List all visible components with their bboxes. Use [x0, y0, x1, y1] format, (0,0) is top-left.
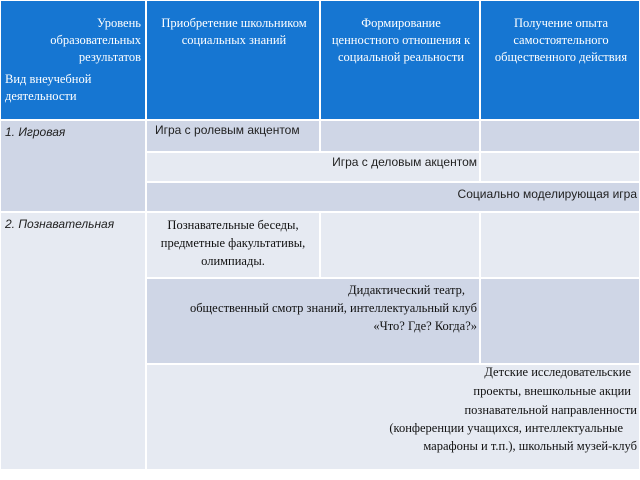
play-row1-col1 — [146, 120, 320, 152]
cognitive-row1-text: Познавательные беседы, предметные факультативы, олимпиады. — [160, 218, 306, 268]
header-social-action — [480, 0, 640, 120]
cognitive-label-cell — [0, 212, 146, 470]
cognitive-row2-line1: Дидактический театр, — [348, 283, 465, 297]
header-social-knowledge — [146, 0, 320, 120]
header-col1-label: Приобретение школьником социальных знаний — [161, 16, 307, 47]
play-label: 1. Игровая — [5, 125, 66, 139]
cognitive-row2-span — [146, 278, 480, 364]
cognitive-row1-col1 — [146, 212, 320, 278]
header-col2-label: Формирование ценностного отношения к социальной реальности — [331, 16, 471, 64]
cognitive-row2-line3: «Что? Где? Когда?» — [373, 319, 477, 333]
play-row2-col3 — [480, 152, 640, 182]
cognitive-row3-line5: марафоны и т.п.), школьный музей-клуб — [423, 439, 637, 453]
header-col3-label: Получение опыта самостоятельного общественного действия — [494, 16, 628, 64]
play-row1-col2 — [320, 120, 480, 152]
play-row3-span — [146, 182, 640, 212]
cognitive-row3-span — [146, 364, 640, 470]
header-corner-cell — [0, 0, 146, 120]
corner-bottom-label: Вид внеучебной деятельности — [5, 72, 92, 103]
cognitive-row3-line1: Детские исследовательские — [484, 365, 631, 379]
cognitive-row1-col2 — [320, 212, 480, 278]
corner-top-label: Уровень образовательных результатов — [50, 16, 141, 64]
play-row3-text: Социально моделирующая игра — [457, 187, 637, 201]
header-value-attitude — [320, 0, 480, 120]
play-row2-text: Игра с деловым акцентом — [332, 155, 477, 169]
play-row2-span — [146, 152, 480, 182]
cognitive-label: 2. Познавательная — [5, 217, 115, 231]
cognitive-row1-col3 — [480, 212, 640, 278]
play-label-cell — [0, 120, 146, 212]
cognitive-row3-line3: познавательной направленности — [464, 403, 637, 417]
cognitive-row2-col3 — [480, 278, 640, 364]
cognitive-row2-line2: общественный смотр знаний, интеллектуальный клуб — [189, 301, 477, 315]
play-row1-col3 — [480, 120, 640, 152]
cognitive-row3-line4: (конференции учащихся, интеллектуальные — [389, 421, 623, 435]
cognitive-row3-line2: проекты, внешкольные акции — [473, 384, 631, 398]
play-row1-text: Игра с ролевым акцентом — [155, 123, 300, 137]
